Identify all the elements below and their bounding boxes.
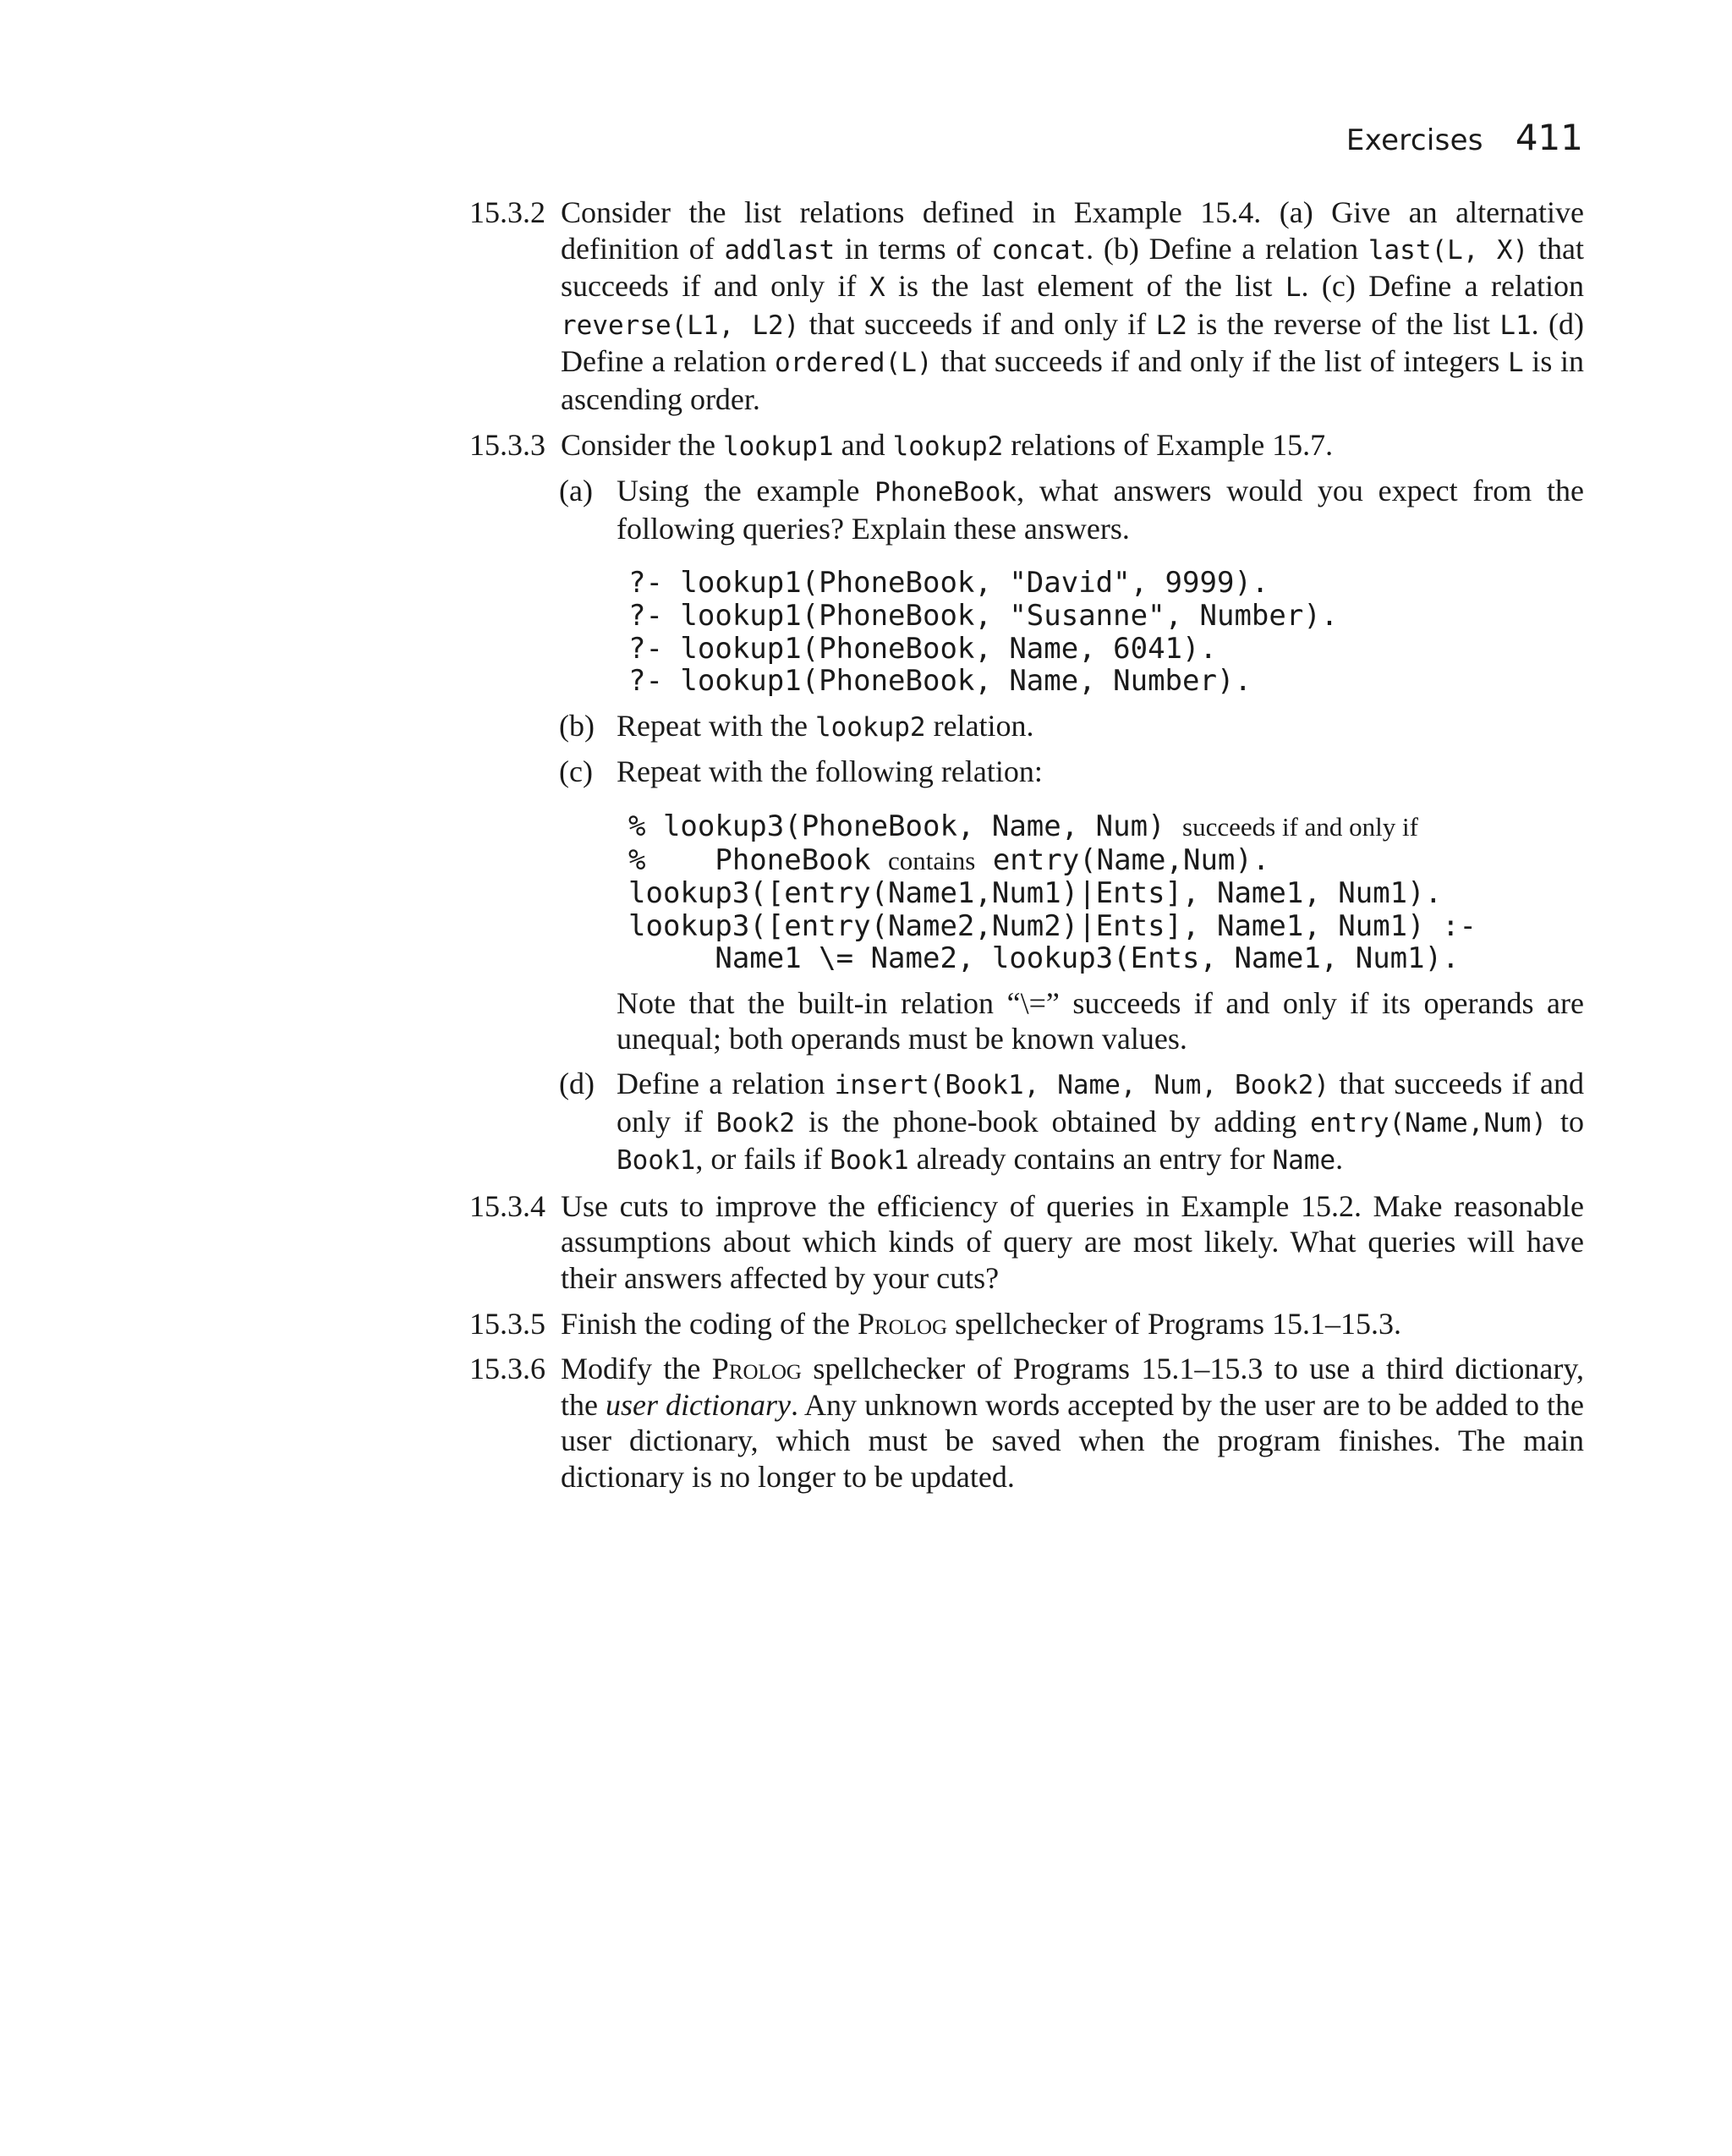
exercise-text — [561, 427, 1584, 465]
text-run: Consider the — [561, 427, 723, 462]
text-run: spellchecker of Programs 15.1–15.3 to use a third dictionary, the — [561, 1352, 1585, 1422]
text-run: Using the example — [617, 474, 875, 508]
prolog-smallcaps: Prolog — [857, 1306, 948, 1341]
query-line: ?- lookup1(PhoneBook, Name, 6041). — [628, 631, 1217, 666]
text-run: Consider the list relations defined in Example 15.4. (a) Give an alternative definition of — [561, 195, 1584, 266]
exercise-15-3-5 — [469, 1306, 1584, 1342]
code-term: entry(Name,Num) — [1310, 1107, 1548, 1138]
text-run: already contains an entry for — [908, 1142, 1273, 1177]
comment-prose: contains — [888, 845, 976, 875]
code-line — [628, 844, 1584, 878]
lookup3-code-block — [628, 810, 1584, 975]
prolog-smallcaps: Prolog — [711, 1352, 802, 1386]
code-line: lookup3([entry(Name1,Num1)|Ents], Name1, Num1). — [628, 876, 1443, 911]
text-run: Modify the — [561, 1352, 712, 1386]
text-run: relation. — [925, 708, 1034, 743]
code-term: last(L, X) — [1368, 234, 1529, 266]
text-run: that succeeds if and only if — [799, 306, 1156, 341]
subexercise-text — [617, 473, 1584, 546]
text-run: is the phone-book obtained by adding — [795, 1104, 1311, 1138]
subexercise-a — [469, 473, 1584, 698]
text-run: that succeeds if and only if — [617, 1067, 1584, 1138]
code-term: addlast — [724, 234, 836, 266]
subexercise-label: (a) — [559, 474, 593, 508]
query-line: ?- lookup1(PhoneBook, Name, Number). — [628, 664, 1252, 699]
code-term: L — [1285, 272, 1302, 304]
text-run: Repeat with the — [617, 708, 815, 743]
code-term: Book1 — [830, 1145, 909, 1177]
subexercise-label: (d) — [559, 1067, 595, 1101]
subexercise-d — [469, 1066, 1584, 1179]
text-run: and — [833, 427, 893, 462]
subexercise-label: (c) — [559, 754, 593, 789]
text-run: is in ascending order. — [561, 344, 1585, 416]
code-term: PhoneBook — [874, 477, 1017, 508]
exercise-number: 15.3.2 — [469, 195, 545, 229]
text-run: that succeeds if and only if the list of integers — [932, 344, 1508, 379]
exercise-15-3-3 — [469, 427, 1584, 1179]
text-run: is the reverse of the list — [1187, 306, 1500, 341]
query-code-block — [628, 567, 1584, 697]
exercise-list — [469, 195, 1584, 1505]
code-term: concat — [991, 234, 1087, 266]
text-run: . (d) Define a relation — [561, 306, 1584, 379]
text-run: that succeeds if and only if — [561, 231, 1584, 304]
subexercise-b — [469, 708, 1584, 746]
text-run: is the last element of the list — [885, 269, 1285, 304]
text-run: . — [1335, 1142, 1344, 1177]
code-line — [628, 810, 1584, 844]
code-line: lookup3([entry(Name2,Num2)|Ents], Name1, Num1) :- — [628, 908, 1477, 943]
italic-term: user dictionary — [606, 1387, 792, 1422]
text-run: Define a relation — [617, 1067, 835, 1101]
code-term: Book1 — [617, 1145, 696, 1177]
exercise-15-3-4 — [469, 1188, 1584, 1297]
exercise-text — [561, 1351, 1584, 1495]
code-term: lookup2 — [814, 711, 926, 743]
code-term: L1 — [1499, 310, 1532, 341]
code-run: % PhoneBook — [628, 842, 889, 877]
code-term: reverse(L1, L2) — [561, 310, 800, 341]
code-term: insert(Book1, Name, Num, Book2) — [834, 1070, 1330, 1101]
section-title: Exercises — [1346, 123, 1483, 157]
text-run: , or fails if — [695, 1142, 830, 1177]
code-term: Book2 — [715, 1107, 796, 1138]
exercise-number: 15.3.3 — [469, 427, 545, 462]
code-run: % lookup3(PhoneBook, Name, Num) — [628, 809, 1183, 843]
code-term: ordered(L) — [774, 348, 933, 379]
exercise-number: 15.3.5 — [469, 1306, 545, 1341]
subexercise-text — [617, 708, 1584, 746]
code-term: lookup1 — [722, 431, 834, 462]
code-term: lookup2 — [892, 431, 1004, 462]
comment-prose: succeeds if and only if — [1182, 811, 1418, 842]
exercise-15-3-6 — [469, 1351, 1584, 1495]
exercise-text — [561, 195, 1584, 418]
text-run: in terms of — [835, 231, 992, 266]
exercise-text: Use cuts to improve the efficiency of queries in Example 15.2. Make reasonable assumptions about which kinds of query are most likely. What queries will have their answers affected by your cuts? — [561, 1188, 1584, 1296]
subexercise-text: Repeat with the following relation: — [617, 754, 1043, 789]
query-line: ?- lookup1(PhoneBook, "David", 9999). — [628, 566, 1269, 601]
exercise-15-3-2 — [469, 195, 1584, 418]
text-run: spellchecker of Programs 15.1–15.3. — [947, 1306, 1401, 1341]
page-number: 411 — [1515, 117, 1583, 158]
text-run: to — [1547, 1104, 1584, 1138]
code-run: entry(Name,Num). — [975, 842, 1270, 877]
exercise-number: 15.3.6 — [469, 1352, 545, 1386]
text-run: , what answers would you expect from the following queries? Explain these answers. — [617, 474, 1584, 546]
text-run: Finish the coding of the — [561, 1306, 858, 1341]
note-text: Note that the built-in relation “\=” succeeds if and only if its operands are unequal; both operands must be known values. — [617, 985, 1584, 1056]
code-term: L — [1507, 348, 1524, 379]
text-run: relations of Example 15.7. — [1003, 427, 1334, 462]
text-run: . Any unknown words accepted by the user are to be added to the user dictionary, which must be saved when the program finishes. The main dictionary is no longer to be updated. — [561, 1387, 1584, 1494]
code-term: Name — [1272, 1145, 1336, 1177]
exercise-text — [561, 1306, 1584, 1342]
subexercise-text — [617, 1066, 1584, 1179]
text-run: . (b) Define a relation — [1086, 231, 1368, 266]
text-run: . (c) Define a relation — [1301, 269, 1584, 304]
query-line: ?- lookup1(PhoneBook, "Susanne", Number). — [628, 598, 1339, 633]
exercise-number: 15.3.4 — [469, 1188, 545, 1223]
subexercise-label: (b) — [559, 708, 595, 743]
subexercise-c — [469, 754, 1584, 1057]
code-term: L2 — [1155, 310, 1187, 341]
code-line: Name1 \= Name2, lookup3(Ents, Name1, Num1). — [628, 941, 1460, 976]
running-header — [1346, 117, 1583, 158]
code-term: X — [869, 272, 885, 304]
